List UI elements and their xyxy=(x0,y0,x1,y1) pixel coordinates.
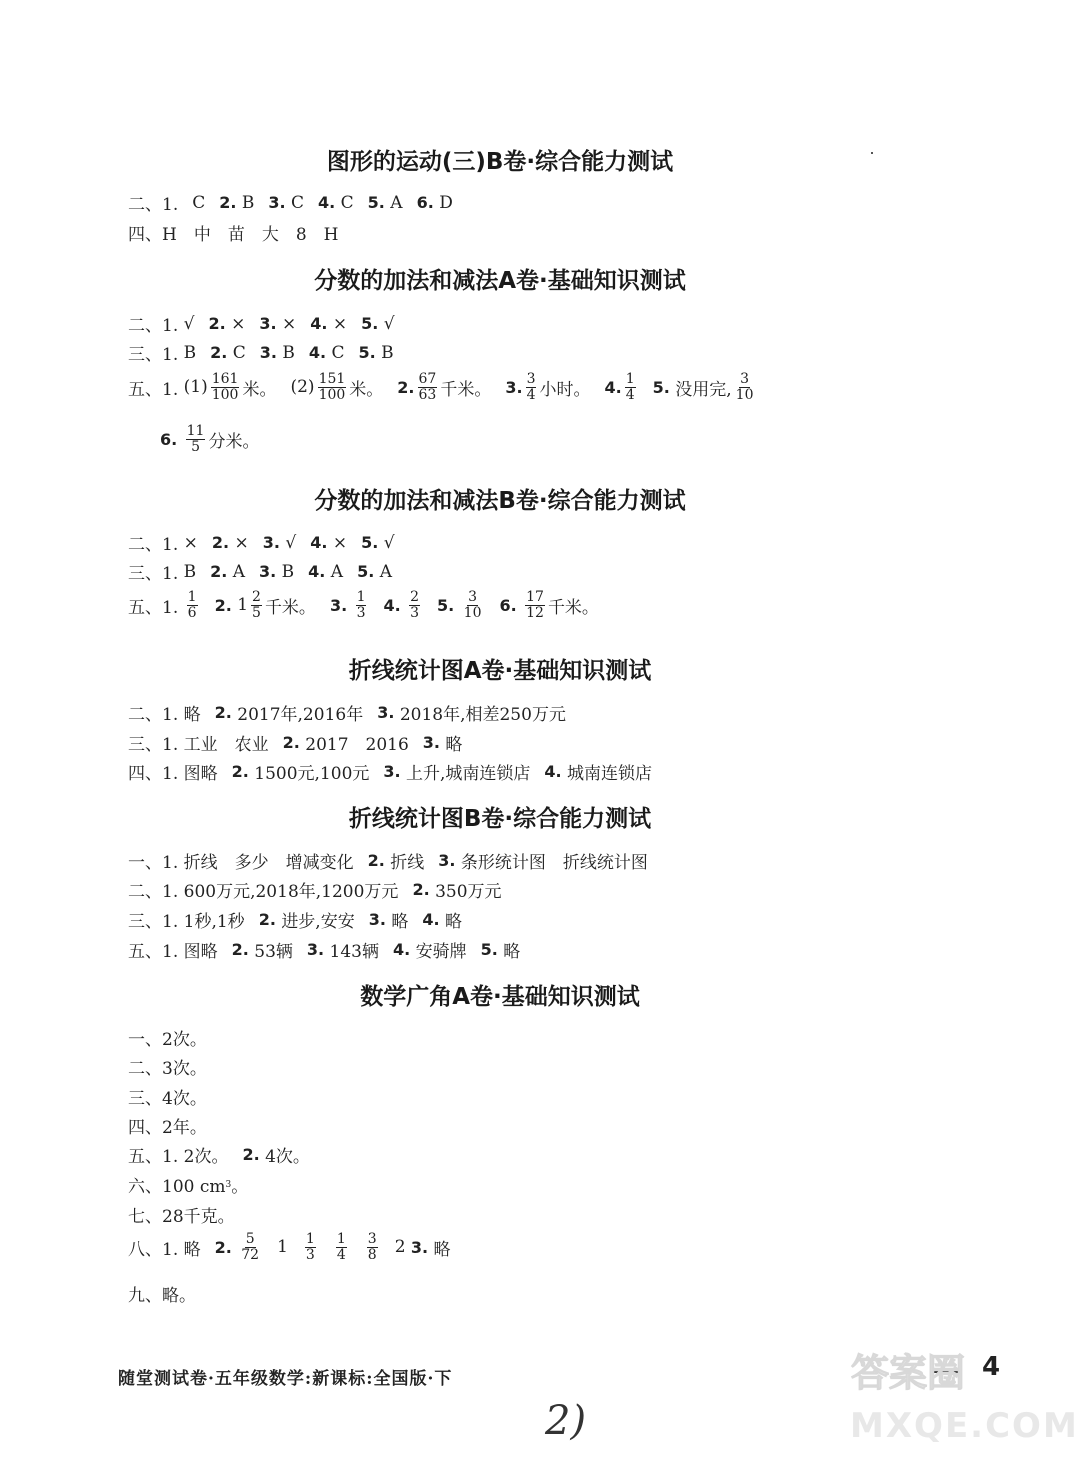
item-num: 5. xyxy=(652,377,670,397)
item-num: 3. xyxy=(329,595,348,615)
answer: 4次。 xyxy=(265,1147,310,1167)
section-title-3: 分数的加法和减法B卷·综合能力测试 xyxy=(314,488,686,514)
numerator: 1 xyxy=(625,371,635,387)
denominator: 3 xyxy=(305,1246,315,1263)
answer-line: 七、28千克。 xyxy=(128,1207,235,1227)
answer: C xyxy=(192,192,206,213)
answer: 53辆 xyxy=(254,942,293,962)
item-num: 2. xyxy=(219,193,237,212)
item-num: 3. xyxy=(377,703,395,722)
answer: A xyxy=(232,561,246,582)
denominator: 5 xyxy=(252,604,261,621)
numerator: 3 xyxy=(367,1231,377,1247)
denominator: 100 xyxy=(318,386,346,403)
item-head: 五、1. xyxy=(128,942,179,962)
answer: × xyxy=(231,313,246,334)
answer: 1秒,1秒 xyxy=(183,912,245,932)
answer: 图略 xyxy=(183,942,218,962)
item-head: 五、1. xyxy=(128,379,179,400)
answer: H 中 苗 大 8 H xyxy=(162,225,339,245)
item-num: 5. xyxy=(361,533,379,552)
answer-line xyxy=(128,759,652,784)
item-num: 2. xyxy=(231,940,249,959)
item-num: 4. xyxy=(310,533,328,552)
unit: 分米。 xyxy=(208,431,260,452)
item-num: 4. xyxy=(392,940,411,959)
numerator: 3 xyxy=(468,589,478,605)
answer: C xyxy=(331,342,345,363)
denominator: 4 xyxy=(526,386,536,403)
item-num: 4. xyxy=(604,377,622,397)
numerator: 3 xyxy=(526,371,536,387)
denominator: 3 xyxy=(356,604,366,621)
answer: 条形统计图 折线统计图 xyxy=(460,853,648,873)
answer: 折线 xyxy=(390,853,425,873)
answer: B xyxy=(183,561,197,582)
item-num: 3. xyxy=(410,1237,429,1257)
footer-book-title: 随堂测试卷·五年级数学:新课标:全国版·下 xyxy=(118,1369,453,1389)
answer: 略 xyxy=(433,1239,451,1260)
answer-line: 三、4次。 xyxy=(128,1089,207,1109)
denominator: 4 xyxy=(625,386,635,403)
answer: A xyxy=(379,561,392,582)
answer: A xyxy=(390,192,403,213)
item-num: 2. xyxy=(208,314,226,333)
answer: 图略 xyxy=(183,764,218,784)
denominator: 10 xyxy=(735,386,754,403)
answer: 略 xyxy=(444,912,462,932)
numerator: 67 xyxy=(418,371,437,387)
unit: 米。 xyxy=(242,379,277,400)
item-num: 3. xyxy=(368,910,386,929)
answer: 城南连锁店 xyxy=(567,764,653,784)
item-num: 2. xyxy=(412,880,430,899)
sub-label: (2) xyxy=(290,377,315,398)
item-head: 三、1. xyxy=(128,564,179,584)
item-num: 2. xyxy=(211,533,230,552)
item-num: 4. xyxy=(318,193,336,212)
punctuation: 。 xyxy=(231,1177,249,1197)
item-head: 八、1. xyxy=(128,1239,179,1260)
answer: 2 xyxy=(394,1237,406,1258)
sub-label: (1) xyxy=(183,377,208,398)
item-num: 5. xyxy=(437,595,455,615)
answer: 略 xyxy=(183,1239,201,1260)
fraction xyxy=(211,372,240,402)
answer: 2次。 xyxy=(183,1147,229,1167)
item-num: 4. xyxy=(310,314,328,333)
answer-line xyxy=(128,1172,248,1197)
fraction xyxy=(418,372,438,402)
answer: 略 xyxy=(503,942,521,962)
numerator: 17 xyxy=(526,589,544,605)
answer-line xyxy=(160,424,259,454)
item-head: 二、1. xyxy=(128,316,179,336)
fraction xyxy=(526,372,537,402)
answer: B xyxy=(381,342,394,363)
denominator: 63 xyxy=(418,386,437,403)
answer: × xyxy=(332,532,348,553)
answer: 略 xyxy=(445,735,463,755)
numerator: 2 xyxy=(410,589,420,605)
answer-line xyxy=(128,190,453,215)
item-head: 五、1. xyxy=(128,597,179,618)
numerator: 1 xyxy=(356,589,366,605)
answer: 350万元 xyxy=(435,882,502,902)
item-num: 2. xyxy=(282,733,300,752)
answer: 安骑牌 xyxy=(415,942,467,962)
item-num: 3. xyxy=(262,533,280,552)
item-num: 5. xyxy=(361,314,379,333)
item-num: 3. xyxy=(259,343,277,362)
item-num: 5. xyxy=(358,343,376,362)
fraction xyxy=(409,590,420,620)
answer-line: 四、2年。 xyxy=(128,1118,207,1138)
answer-line xyxy=(128,730,462,755)
item-num: 3. xyxy=(259,562,277,581)
answer-line xyxy=(128,700,566,725)
answer: B xyxy=(241,192,255,213)
watermark-logo xyxy=(845,1346,995,1396)
page-number: 4 xyxy=(982,1352,1001,1382)
item-num: 6. xyxy=(160,429,178,449)
numerator: 161 xyxy=(211,371,239,387)
numerator: 3 xyxy=(740,371,750,387)
answer: √ xyxy=(285,532,297,553)
section-title-2: 分数的加法和减法A卷·基础知识测试 xyxy=(314,268,686,294)
numerator: 1 xyxy=(187,589,197,605)
item-num: 3. xyxy=(259,314,277,333)
answer: B xyxy=(281,561,295,582)
answer: 没用完, xyxy=(675,379,732,400)
section-title-1: 图形的运动(三)B卷·综合能力测试 xyxy=(326,149,674,175)
answer: 折线 多少 增减变化 xyxy=(183,853,354,873)
answer: 1500元,100元 xyxy=(254,764,370,784)
fraction xyxy=(463,590,483,620)
answer: 略 xyxy=(391,912,409,932)
fraction xyxy=(367,1232,378,1262)
section-title-5: 折线统计图B卷·综合能力测试 xyxy=(348,806,652,832)
denominator: 100 xyxy=(211,386,239,403)
answer-line xyxy=(128,1232,451,1262)
answer: 略 xyxy=(183,705,201,725)
answer: √ xyxy=(383,532,395,553)
answer: 2017年,2016年 xyxy=(237,705,364,725)
answer-line xyxy=(128,530,395,555)
fraction xyxy=(356,590,367,620)
item-head: 一、1. xyxy=(128,853,179,873)
fraction xyxy=(187,590,198,620)
fraction xyxy=(625,372,636,402)
item-num: 2. xyxy=(210,343,228,362)
item-head: 二、1. xyxy=(128,535,179,555)
answer: C xyxy=(340,192,354,213)
fraction xyxy=(251,590,262,620)
answer-line xyxy=(128,590,599,620)
answer: C xyxy=(232,342,246,363)
item-num: 4. xyxy=(422,910,440,929)
item-num: 3. xyxy=(268,193,286,212)
numerator: 1 xyxy=(336,1231,346,1247)
item-num: 2. xyxy=(214,595,232,615)
unit: 千米。 xyxy=(547,597,599,618)
numerator: 1 xyxy=(305,1231,315,1247)
item-num: 3. xyxy=(505,377,523,397)
item-num: 4. xyxy=(383,595,401,615)
item-num: 4. xyxy=(308,562,326,581)
item-num: 2. xyxy=(214,1237,232,1257)
answer: 进步,安安 xyxy=(281,912,355,932)
item-num: 3. xyxy=(306,940,325,959)
denominator: 6 xyxy=(187,604,197,621)
item-head: 二、1. xyxy=(128,195,179,215)
numerator: 11 xyxy=(186,423,205,439)
answer: 600万元,2018年,1200万元 xyxy=(183,882,399,902)
handwritten-mark: 2) xyxy=(545,1398,587,1444)
fraction xyxy=(240,1232,260,1262)
answer-line xyxy=(128,877,502,902)
denominator: 8 xyxy=(367,1246,377,1263)
answer: B xyxy=(282,342,295,363)
item-head: 五、1. xyxy=(128,1147,179,1167)
item-num: 2. xyxy=(367,851,385,870)
answer: C xyxy=(291,192,305,213)
numerator: 5 xyxy=(245,1231,255,1247)
answer: 上升,城南连锁店 xyxy=(406,764,531,784)
answer: 六、100 cm xyxy=(128,1177,226,1197)
item-num: 5. xyxy=(357,562,375,581)
answer-line xyxy=(128,937,520,962)
item-num: 3. xyxy=(422,733,441,752)
answer-line xyxy=(128,311,395,336)
numerator: 151 xyxy=(318,371,346,387)
item-head: 三、1. xyxy=(128,912,179,932)
item-head: 二、1. xyxy=(128,705,179,725)
item-num: 6. xyxy=(499,595,517,615)
answer-line xyxy=(128,907,462,932)
unit: 米。 xyxy=(349,379,384,400)
unit: 千米。 xyxy=(264,597,316,618)
item-num: 2. xyxy=(214,703,232,722)
fraction xyxy=(305,1232,316,1262)
superscript: 3 xyxy=(225,1179,232,1190)
answer: √ xyxy=(383,313,395,334)
answer-line xyxy=(128,559,392,584)
fraction xyxy=(735,372,755,402)
denominator: 12 xyxy=(526,604,544,621)
fraction xyxy=(186,424,206,454)
item-num: 5. xyxy=(367,193,385,212)
answer: 工业 农业 xyxy=(183,735,269,755)
item-num: 3. xyxy=(383,762,401,781)
whole-number: 1 xyxy=(237,595,249,616)
fraction xyxy=(318,372,347,402)
answer: A xyxy=(330,561,344,582)
item-num: 2. xyxy=(231,762,249,781)
section-title-4: 折线统计图A卷·基础知识测试 xyxy=(348,658,652,684)
item-num: 4. xyxy=(308,343,327,362)
answer: × xyxy=(281,313,297,334)
answer-line xyxy=(128,220,338,245)
denominator: 72 xyxy=(241,1246,260,1263)
section-title-6: 数学广角A卷·基础知识测试 xyxy=(360,984,640,1010)
item-num: 5. xyxy=(480,940,498,959)
item-num: 2. xyxy=(210,562,228,581)
denominator: 5 xyxy=(191,438,200,455)
item-head: 四、1. xyxy=(128,764,179,784)
answer-line: 二、3次。 xyxy=(128,1059,207,1079)
answer: D xyxy=(439,192,453,213)
item-num: 2. xyxy=(397,377,415,397)
fraction xyxy=(525,590,545,620)
denominator: 10 xyxy=(463,604,482,621)
watermark-url: MXQE.COM xyxy=(850,1406,1079,1446)
answer: × xyxy=(332,313,348,334)
answer: × xyxy=(183,532,198,553)
answer-line: 一、2次。 xyxy=(128,1030,207,1050)
answer: 143辆 xyxy=(329,942,379,962)
item-head: 四、 xyxy=(128,225,162,245)
fraction xyxy=(336,1232,347,1262)
answer: √ xyxy=(183,313,195,334)
item-num: 3. xyxy=(438,851,456,870)
item-head: 二、1. xyxy=(128,882,179,902)
numerator: 2 xyxy=(252,589,261,605)
answer: 2018年,相差250万元 xyxy=(399,705,566,725)
answer: × xyxy=(234,532,249,553)
answer-line xyxy=(128,848,648,873)
item-num: 4. xyxy=(544,762,562,781)
item-num: 6. xyxy=(416,193,434,212)
unit: 小时。 xyxy=(539,379,591,400)
denominator: 4 xyxy=(336,1246,346,1263)
answer-line xyxy=(128,340,394,365)
answer-line xyxy=(128,1142,310,1167)
item-num: 2. xyxy=(242,1145,260,1164)
answer-line xyxy=(128,372,757,402)
watermark-logo-text: 答案圈 xyxy=(851,1351,966,1395)
answer: B xyxy=(183,342,197,363)
item-num: 2. xyxy=(258,910,276,929)
denominator: 3 xyxy=(410,604,420,621)
unit: 千米。 xyxy=(440,379,492,400)
answer-line: 九、略。 xyxy=(128,1286,196,1306)
answer: 1 xyxy=(277,1237,288,1258)
item-head: 三、1. xyxy=(128,735,179,755)
answer: 2017 2016 xyxy=(305,735,409,755)
item-head: 三、1. xyxy=(128,345,179,365)
